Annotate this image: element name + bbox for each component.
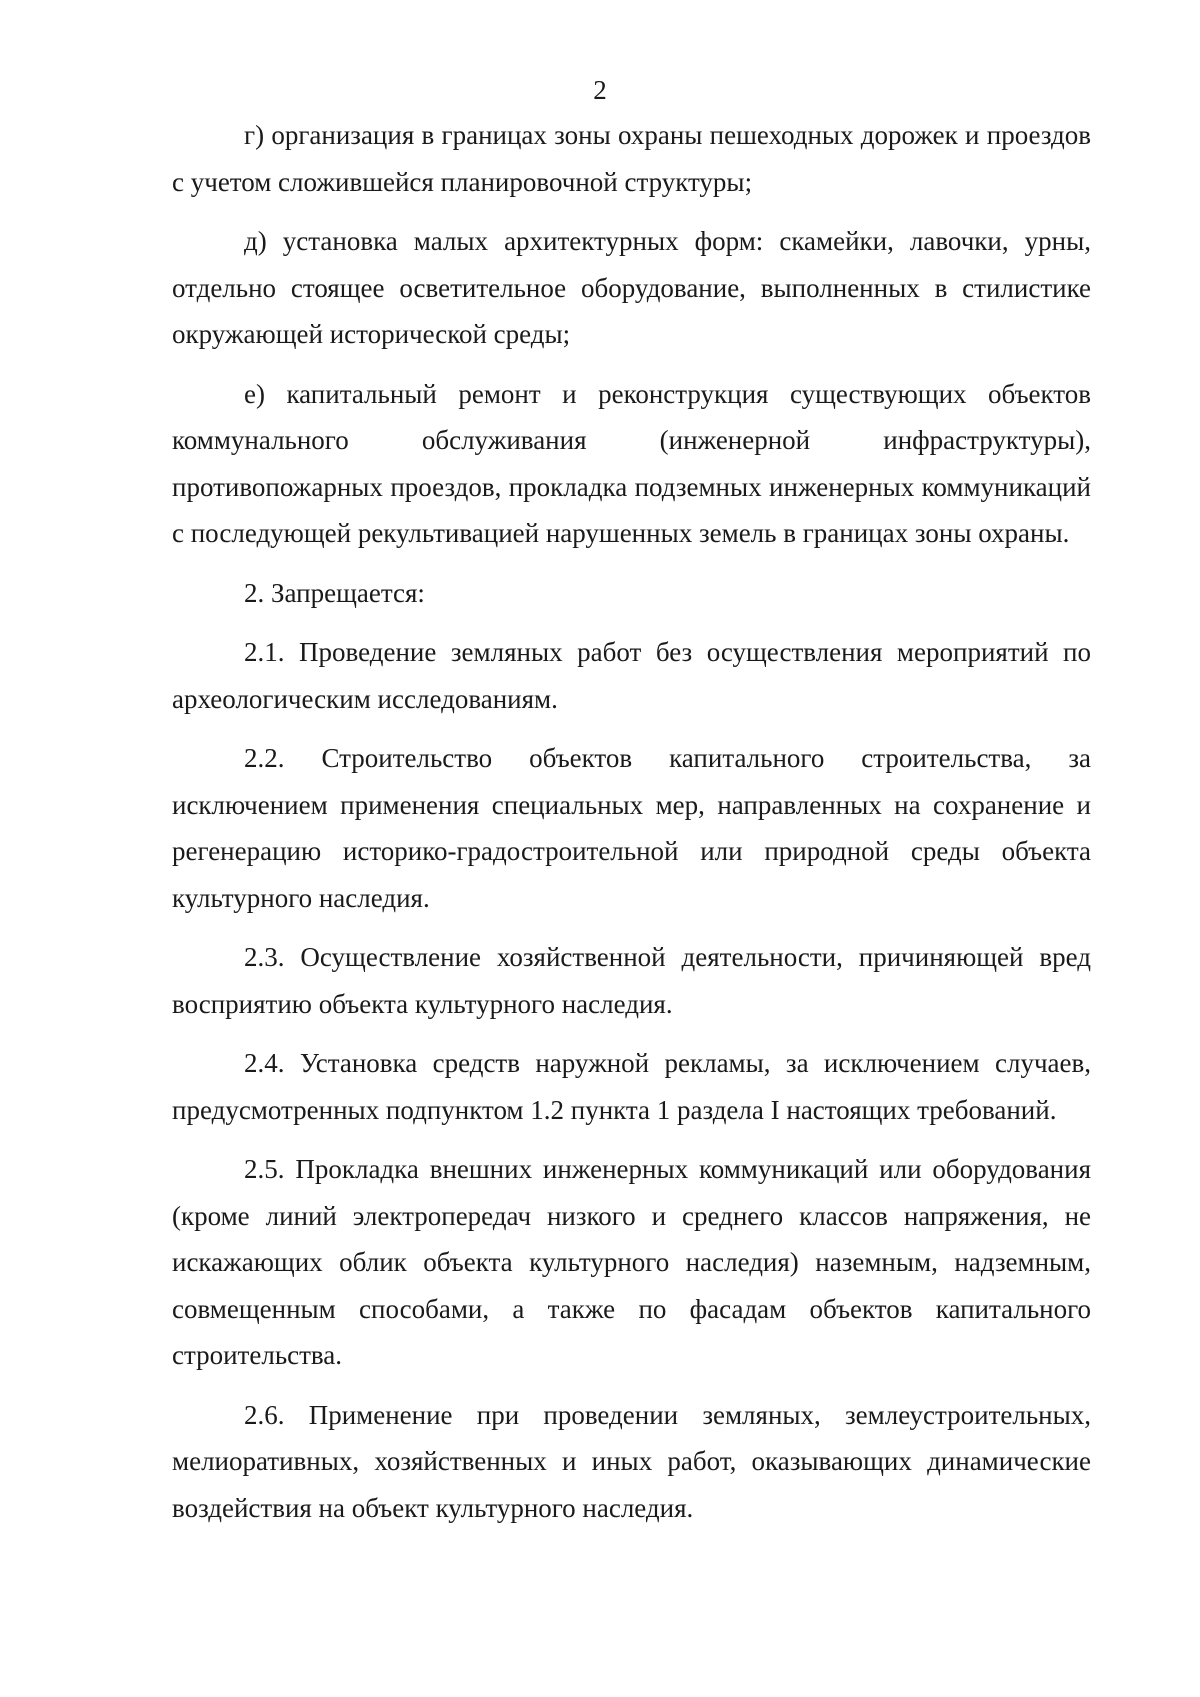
paragraph-2-1: 2.1. Проведение земляных работ без осуществления мероприятий по археологическим исследованиям.	[172, 637, 1091, 714]
page-number: 2	[593, 75, 607, 105]
paragraph-2-2: 2.2. Строительство объектов капитального строительства, за исключением применения специальных мер, направленных на сохранение и регенерацию историко-градостроительной или природной среды объекта культурного наследия.	[172, 743, 1091, 913]
paragraph-2-6: 2.6. Применение при проведении земляных, землеустроительных, мелиоративных, хозяйственных и иных работ, оказывающих динамические воздействия на объект культурного наследия.	[172, 1399, 1091, 1523]
section-2-heading: 2. Запрещается:	[244, 577, 425, 608]
paragraph-e-capital-repair: е) капитальный ремонт и реконструкция существующих объектов коммунального обслуживания (инженерной инфраструктуры), противопожарных проездов, прокладка подземных инженерных коммуникаций с последующей рекультивацией нарушенных земель в границах зоны охраны.	[172, 378, 1091, 548]
paragraph-d-small-architectural-forms: д) установка малых архитектурных форм: скамейки, лавочки, урны, отдельно стоящее осветительное оборудование, выполненных в стилистике окружающей исторической среды;	[172, 226, 1091, 349]
paragraph-2-3: 2.3. Осуществление хозяйственной деятельности, причиняющей вред восприятию объекта культурного наследия.	[172, 942, 1091, 1019]
paragraph-2-4: 2.4. Установка средств наружной рекламы, за исключением случаев, предусмотренных подпунктом 1.2 пункта 1 раздела I настоящих требований.	[172, 1048, 1091, 1125]
paragraph-g-pedestrian-paths: г) организация в границах зоны охраны пешеходных дорожек и проездов с учетом сложившейся планировочной структуры;	[172, 120, 1091, 197]
document-body	[172, 112, 1091, 1544]
paragraph-2-5: 2.5. Прокладка внешних инженерных коммуникаций или оборудования (кроме линий электропередач низкого и среднего классов напряжения, не искажающих облик объекта культурного наследия) наземным, надземным, совмещенным способами, а также по фасадам объектов капитального строительства.	[172, 1154, 1091, 1370]
